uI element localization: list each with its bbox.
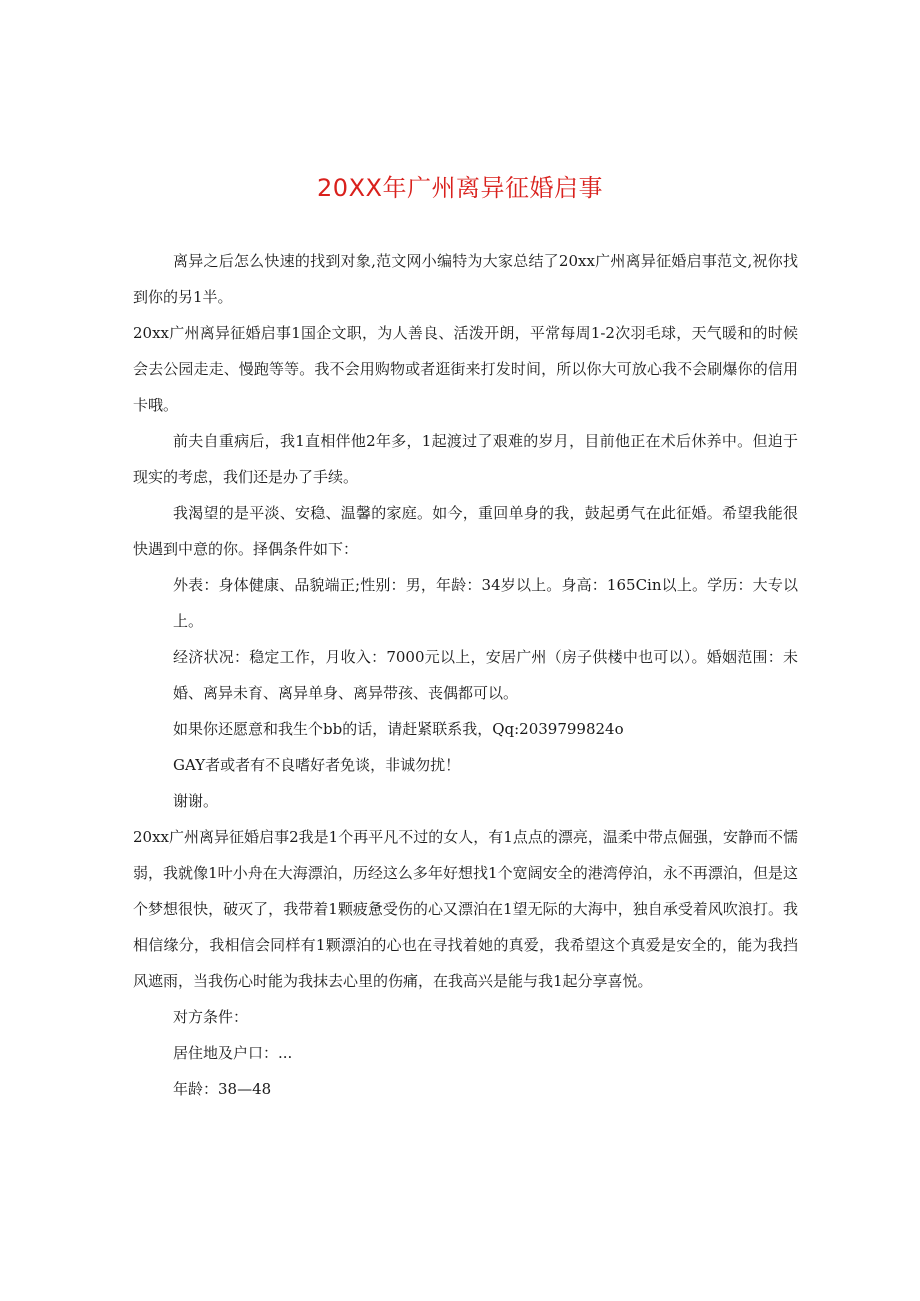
wish-paragraph: 我渴望的是平淡、安稳、温馨的家庭。如今，重回单身的我，鼓起勇气在此征婚。希望我能很快遇到中意的你。择偶条件如下：: [133, 504, 798, 558]
contact-line: 如果你还愿意和我生个bb的话，请赶紧联系我，Qq:2039799824o: [173, 720, 624, 738]
history-paragraph: 前夫自重病后，我1直相伴他2年多，1起渡过了艰难的岁月，目前他正在术后休养中。但迫于现实的考虑，我们还是办了手续。: [133, 432, 798, 486]
criteria-economy: 经济状况：稳定工作，月收入：7000元以上，安居广州（房子供楼中也可以）。婚姻范围：未婚、离异未育、离异单身、离异带孩、丧偶都可以。: [173, 648, 798, 702]
notice-2-paragraph: 20xx广州离异征婚启事2我是1个再平凡不过的女人，有1点点的漂亮，温柔中带点倔强，安静而不懦弱，我就像1叶小舟在大海漂泊，历经这么多年好想找1个宽阔安全的港湾停泊，永不再漂泊，但是这个梦想很快，破灭了，我带着1颗疲惫受伤的心又漂泊在1望无际的大海中，独自承受着风吹浪打。我相信缘分，我相信会同样有1颗漂泊的心也在寻找着她的真爱，我希望这个真爱是安全的，能为我挡风遮雨，当我伤心时能为我抹去心里的伤痛，在我高兴是能与我1起分享喜悦。: [133, 828, 798, 990]
requirement-age: 年龄：38—48: [173, 1080, 272, 1098]
requirements-heading: 对方条件：: [173, 1008, 249, 1026]
criteria-appearance: 外表：身体健康、品貌端正;性别：男，年龄：34岁以上。身高：165Cin以上。学历：大专以上。: [173, 576, 798, 630]
requirement-residence: 居住地及户口：...: [173, 1044, 293, 1062]
document-body: [133, 243, 798, 1107]
thanks-line: 谢谢。: [173, 792, 219, 810]
document-title: 20XX年广州离异征婚启事: [317, 174, 603, 202]
notice-1-paragraph: 20xx广州离异征婚启事1国企文职，为人善良、活泼开朗，平常每周1-2次羽毛球，天气暖和的时候会去公园走走、慢跑等等。我不会用购物或者逛街来打发时间，所以你大可放心我不会刷爆你的信用卡哦。: [133, 324, 798, 414]
disclaimer-line: GAY者或者有不良嗜好者免谈，非诚勿扰！: [173, 756, 461, 774]
intro-paragraph: 离异之后怎么快速的找到对象,范文网小编特为大家总结了20xx广州离异征婚启事范文,祝你找到你的另1半。: [133, 252, 798, 306]
